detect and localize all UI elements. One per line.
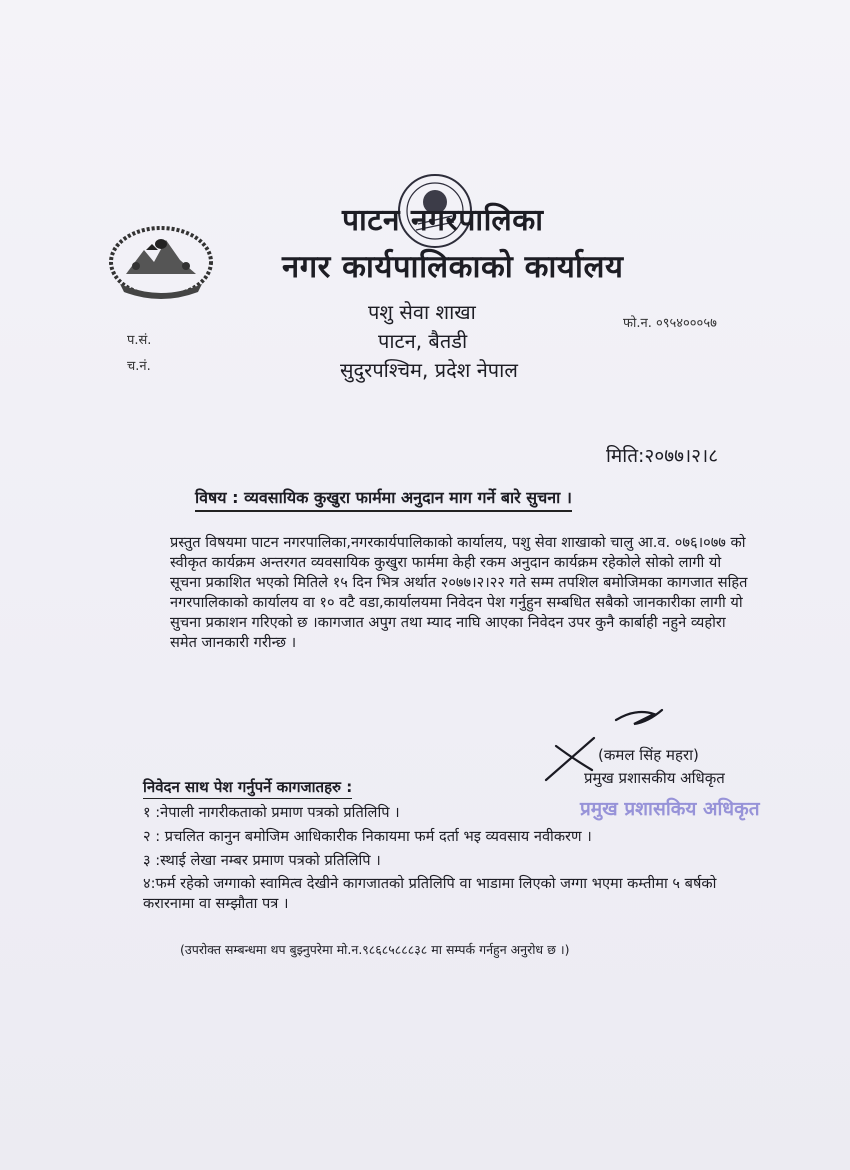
section-name: पशु सेवा शाखा bbox=[368, 300, 476, 324]
dispatch-number-label: च.नं. bbox=[127, 359, 151, 374]
office-location: पाटन, बैतडी bbox=[378, 329, 468, 353]
contact-note: (उपरोक्त सम्बन्धमा थप बुझ्नुपरेमा मो.न.९८६८५८८८३८ मा सम्पर्क गर्नहुन अनुरोध छ ।) bbox=[180, 942, 570, 957]
signatory-name: (कमल सिंह महरा) bbox=[598, 746, 699, 764]
designation-stamp: प्रमुख प्रशासकिय अधिकृत bbox=[580, 798, 760, 820]
document-item: ३ :स्थाई लेखा नम्बर प्रमाण पत्रको प्रतिलिपि । bbox=[143, 852, 381, 869]
office-name: नगर कार्यपालिकाको कार्यालय bbox=[282, 249, 624, 285]
document-item: १ :नेपाली नागरीकताको प्रमाण पत्रको प्रतिलिपि । bbox=[143, 804, 400, 821]
letter-body bbox=[170, 533, 750, 653]
nepal-emblem-logo bbox=[106, 222, 216, 302]
body-paragraph: प्रस्तुत विषयमा पाटन नगरपालिका,नगरकार्यपालिकाको कार्यालय, पशु सेवा शाखाको चालु आ.व. ०७६।०७७ को स्वीकृत कार्यक्रम अन्तरगत व्यवसायिक कुखुरा फार्ममा केही रकम अनुदान कार्यक्रम रहेकोले सोको लागी यो सूचना प्रकाशित भएको मितिले १५ दिन भित्र अर्थात २०७७।२।२२ गते सम्म तपशिल बमोजिमका कागजात सहित नगरपालिकाको कार्यालय वा १० वटै वडा,कार्यालयमा निवेदन पेश गर्नुहुन सम्बधित सबैको जानकारीका लागी यो सुचना प्रकाशन गरिएको छ ।कागजात अपुग तथा म्याद नाघि आएका निवेदन उपर कुनै कार्बाही नहुने व्यहोरा समेत जानकारी गरीन्छ । bbox=[170, 534, 748, 651]
letter-date: मिति:२०७७।२।८ bbox=[606, 445, 719, 467]
municipality-name: पाटन नगरपालिका bbox=[342, 203, 544, 238]
document-item: २ : प्रचलित कानुन बमोजिम आधिकारीक निकायमा फर्म दर्ता भइ व्यवसाय नवीकरण । bbox=[143, 828, 592, 845]
phone-number: फो.न. ०९५४०००५७ bbox=[623, 316, 717, 331]
signatory-title: प्रमुख प्रशासकीय अधिकृत bbox=[584, 769, 725, 787]
required-documents-heading: निवेदन साथ पेश गर्नुपर्ने कागजातहरु : bbox=[143, 777, 352, 799]
office-province: सुदुरपश्चिम, प्रदेश नेपाल bbox=[340, 358, 518, 382]
reference-number-label: प.सं. bbox=[127, 333, 152, 348]
document-item: ४:फर्म रहेको जग्गाको स्वामित्व देखीने कागजातको प्रतिलिपि वा भाडामा लिएको जग्गा भएमा कम्तीमा ५ बर्षको करारनामा वा सम्झौता पत्र । bbox=[143, 875, 717, 912]
letter-subject: विषय : व्यवसायिक कुखुरा फार्ममा अनुदान माग गर्ने बारे सुचना । bbox=[195, 486, 572, 512]
